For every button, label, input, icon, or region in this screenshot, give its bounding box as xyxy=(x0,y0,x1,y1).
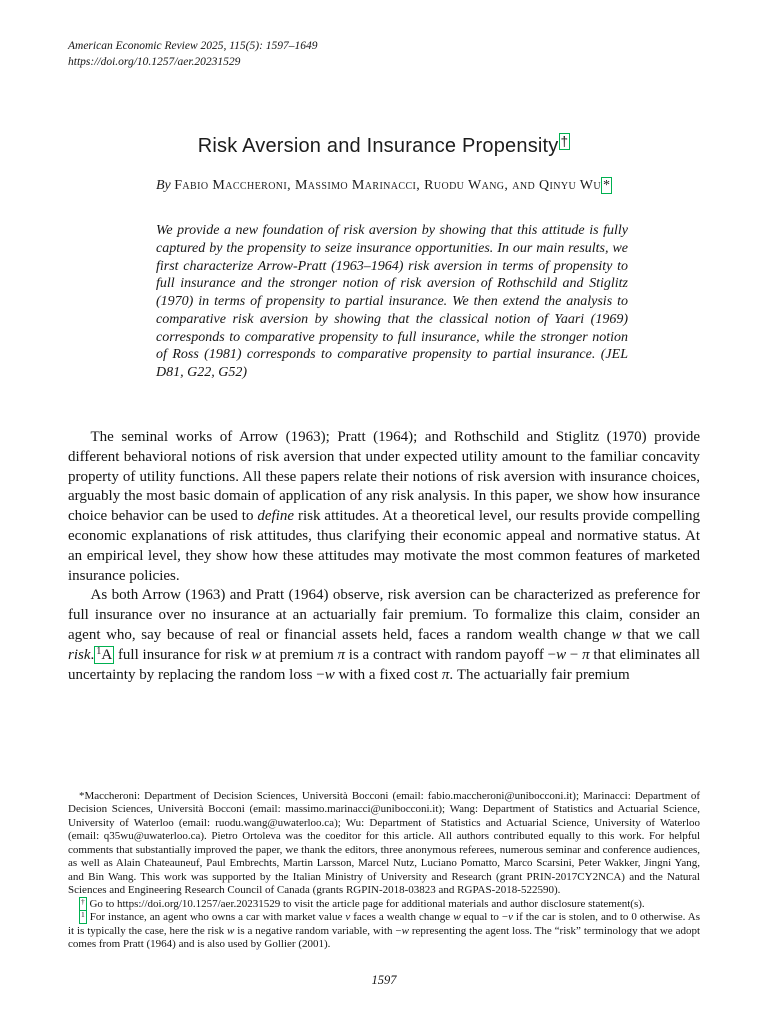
journal-doi: https://doi.org/10.1257/aer.20231529 xyxy=(68,56,241,69)
text-run: is a contract with random payoff − xyxy=(345,646,557,663)
text-run: risk attitudes. At a theoretical level, our results provide compelling economic explanations of risk attitudes, thus clarifying their economic appeal and normative status. At an empirical level, they show how these attitudes may motivate the most common features of marketed insurance policies. xyxy=(68,508,700,584)
text-run: define xyxy=(257,508,295,525)
text-run: π xyxy=(337,646,346,663)
byline-authors: Fabio Maccheroni, Massimo Marinacci, Ruodu Wang, and Qinyu Wu xyxy=(174,178,601,193)
text-run: . xyxy=(90,646,95,663)
text-run: As both Arrow (1963) and Pratt (1964) observe, risk aversion can be characterized as preference for full insurance over no insurance at an actuarially fair premium. To formalize this claim, consider an agent who, say because of real or financial assets held, faces a random wealth change xyxy=(68,587,700,643)
journal-citation: American Economic Review 2025, 115(5): 1597–1649 xyxy=(68,40,318,52)
text-run: Go to https://doi.org/10.1257/aer.20231529 to visit the article page for additional materials and author disclosure statement(s). xyxy=(86,897,645,910)
abstract-text: We provide a new foundation of risk aversion by showing that this attitude is fully captured by the propensity to seize insurance opportunities. In our main results, we first characterize Arrow-Pratt (1963–1964) risk aversion in terms of propensity to full insurance and the stronger notion of risk aversion of Rothschild and Stiglitz (1970) in terms of propensity to partial insurance. We then extend the analysis to comparative risk aversion by showing that the classical notion of Yaari (1969) corresponds to comparative propensity to full insurance, while the stronger notion of Ross (1981) corresponds to comparative propensity to partial insurance. (JEL D81, G22, G52) xyxy=(156,223,628,381)
text-run: − xyxy=(566,646,583,663)
text-run: w xyxy=(453,911,461,924)
dagger-footnote-link[interactable] xyxy=(79,897,87,911)
footnote-affiliations xyxy=(68,790,700,898)
title-dagger-link[interactable]: † xyxy=(560,133,569,149)
text-run: † xyxy=(81,896,85,906)
footnote-1 xyxy=(68,911,700,952)
text-run: v xyxy=(508,911,514,924)
text-run: at premium xyxy=(261,646,338,663)
text-run: w xyxy=(556,646,567,663)
text-run: faces a wealth change xyxy=(350,911,454,924)
author-note-link[interactable]: * xyxy=(603,178,610,193)
page-number: 1597 xyxy=(371,973,397,987)
text-run: is a negative random variable, with − xyxy=(234,924,402,937)
text-run: w xyxy=(251,646,262,663)
text-run: equal to − xyxy=(460,911,509,924)
text-run: 1 xyxy=(81,910,85,920)
text-run: A xyxy=(101,646,113,663)
article-body xyxy=(68,428,700,685)
text-run: w xyxy=(324,666,335,683)
text-run: with a fixed cost xyxy=(334,666,442,683)
text-run: π xyxy=(582,646,590,663)
text-run: . The actuarially fair premium xyxy=(449,666,630,683)
text-run: risk xyxy=(68,646,91,663)
footnote-1-marker-link[interactable] xyxy=(79,910,87,924)
text-run: w xyxy=(227,924,235,937)
text-run: π xyxy=(441,666,450,683)
paper-title-text: Risk Aversion and Insurance Propensity xyxy=(197,135,559,157)
body-paragraph xyxy=(68,428,700,586)
text-run: The seminal works of Arrow (1963); Pratt (1964); and Rothschild and Stiglitz (1970) provide different behavioral notions of risk aversion that under expected utility amount to the familiar concavity property of utility functions. All these papers relate their notions of risk aversion with insurance choices, arguably the most basic domain of application of any risk analysis. In this paper, we show how insurance choice behavior can be used to xyxy=(68,429,700,525)
byline xyxy=(0,178,768,194)
text-run: representing the agent loss. The “risk” terminology that we adopt comes from Pratt (1964) and is also used by Gollier (2001). xyxy=(68,924,701,951)
footnote-dagger xyxy=(68,898,700,912)
text-run: full insurance for risk xyxy=(114,646,252,663)
footnote-1-link[interactable] xyxy=(94,646,114,664)
text-run: w xyxy=(401,924,409,937)
text-run: that eliminates all uncertainty by replacing the random loss − xyxy=(68,646,700,683)
text-run: For instance, an agent who owns a car with market value xyxy=(86,911,346,924)
footnotes-block xyxy=(68,790,700,952)
running-head xyxy=(68,38,700,70)
text-run: v xyxy=(345,911,351,924)
text-run: w xyxy=(611,626,622,643)
text-run: if the car is stolen, and to 0 otherwise. As it is typically the case, here the risk xyxy=(68,911,700,937)
paper-title xyxy=(0,135,768,158)
byline-prefix: By xyxy=(155,178,175,193)
text-run: *Maccheroni: Department of Decision Sciences, Università Bocconi (email: fabio.maccheroni@unibocconi.it); Marinacci: Department of Decision Sciences, Università Bocconi (email: massimo.marinacci@unibocconi.it); Wang: Department of Statistics and Actuarial Science, University of Waterloo (email: ruodu.wang@uwaterloo.ca); Wu: Department of Statistics and Actuarial Science, University of Waterloo (email: q35wu@uwaterloo.ca). Pietro Ortoleva was the coeditor for this article. All authors contributed equally to this work. For helpful comments that substantially improved the paper, we thank the editors, three anonymous referees, numerous seminar and conference audiences, as well as Alain Chateauneuf, Paul Embrechts, Martin Larsson, Marcel Nutz, Luciano Pomatto, Marco Scarsini, Peter Wakker, Jingni Yang, and Bin Wang. This work was supported by the Italian Ministry of University and Research (grant PRIN-2017CY2NCA) and the Natural Sciences and Engineering Research Council of Canada (grants RGPIN-2018-03823 and RGPAS-2018-522590). xyxy=(68,789,700,897)
text-run: 1 xyxy=(96,646,102,658)
text-run: that we call xyxy=(621,626,701,643)
body-paragraph xyxy=(68,586,700,685)
